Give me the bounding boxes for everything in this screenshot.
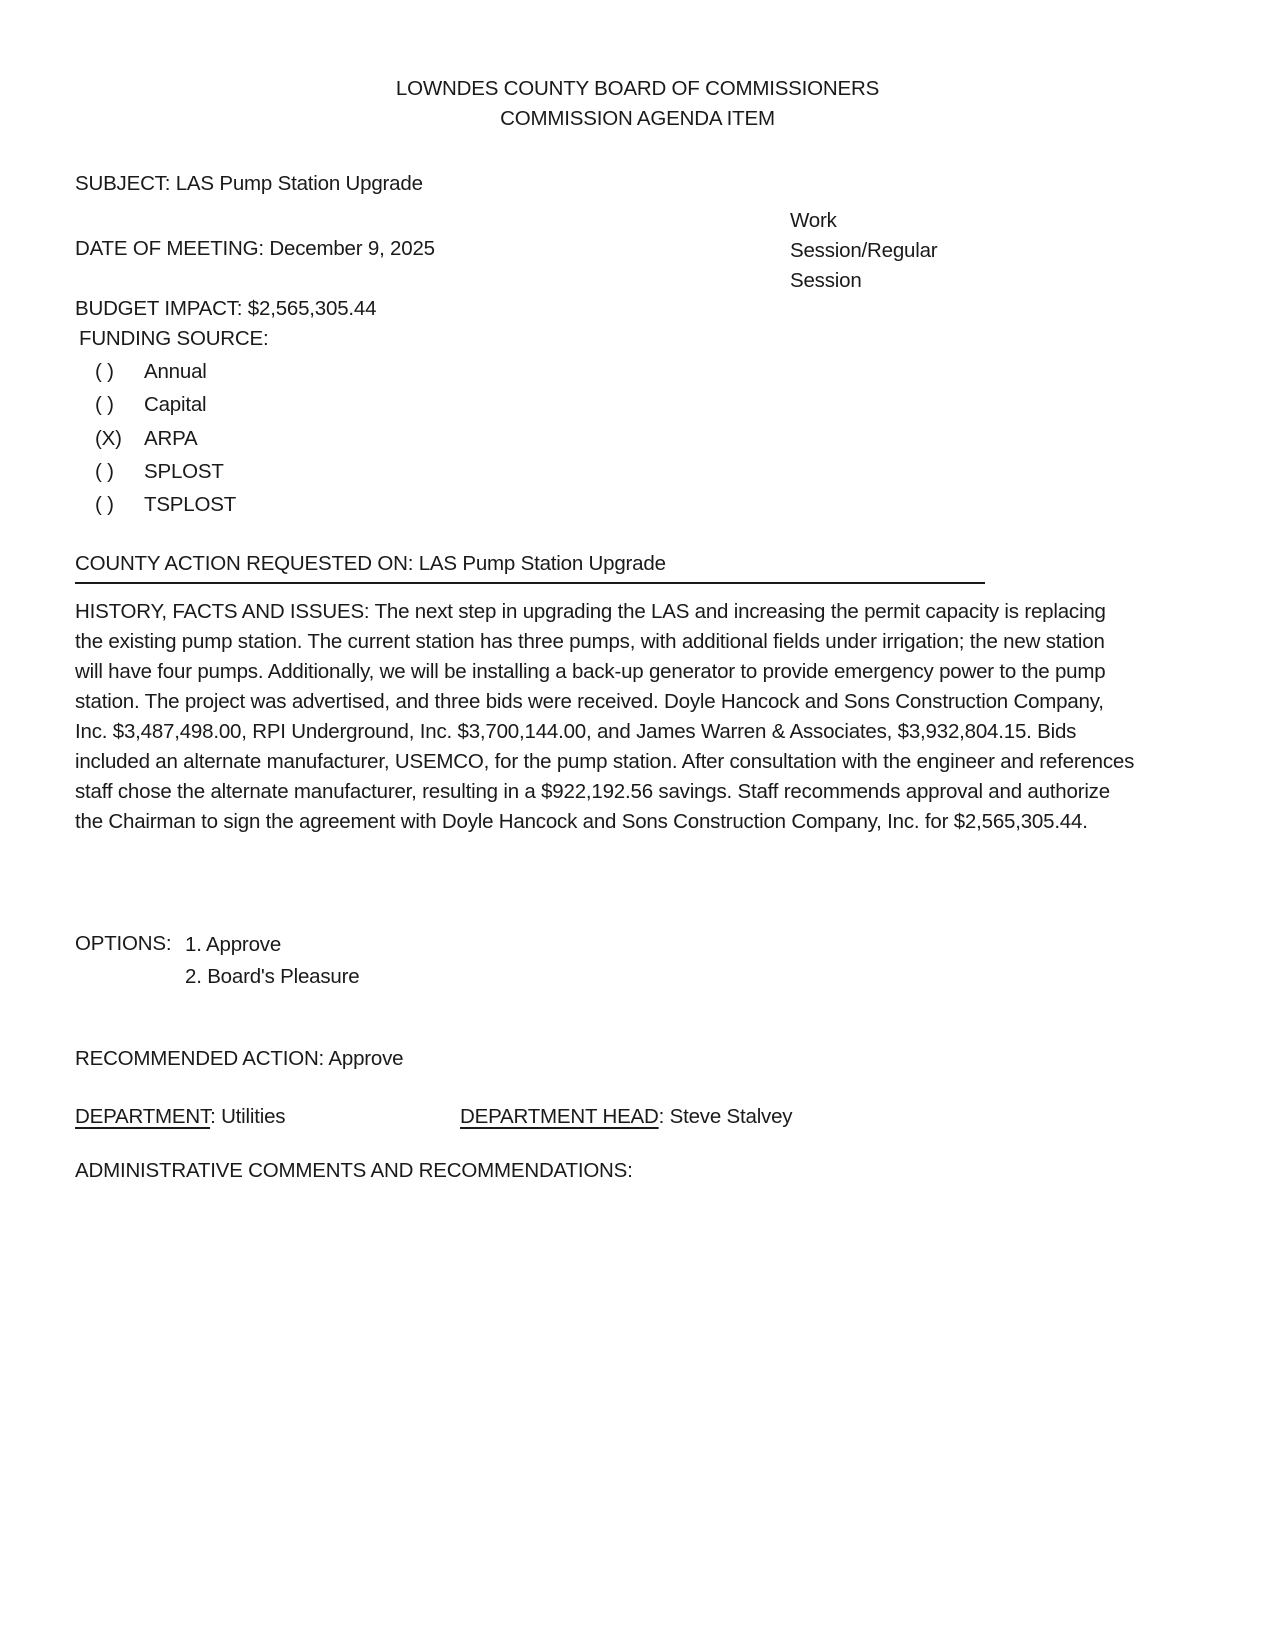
checkbox-mark-checked: (X) [95, 426, 122, 450]
option-item-boards-pleasure: 2. Board's Pleasure [185, 965, 360, 988]
budget-impact-line [75, 294, 376, 324]
budget-impact-value: $2,565,305.44 [247, 297, 377, 320]
funding-option-label: Annual [144, 360, 207, 383]
checkbox-mark: ( ) [95, 360, 114, 383]
document-title [0, 74, 1275, 134]
county-action-line [75, 549, 985, 584]
recommended-action-line [75, 1044, 403, 1074]
funding-option-label: Capital [144, 393, 207, 417]
session-type [790, 206, 937, 296]
options-section [75, 929, 675, 993]
date-of-meeting-line [75, 234, 435, 264]
options-label: OPTIONS: [75, 932, 172, 955]
department-label: DEPARTMENT [75, 1105, 211, 1128]
history-label: HISTORY, FACTS AND ISSUES: [75, 600, 370, 623]
checkbox-mark: ( ) [95, 493, 114, 517]
recommended-action-value: Approve [328, 1047, 404, 1070]
date-of-meeting-value: December 9, 2025 [269, 237, 435, 260]
recommended-action-label: RECOMMENDED ACTION: [75, 1047, 325, 1070]
county-action-value: LAS Pump Station Upgrade [418, 552, 666, 575]
date-of-meeting-label: DATE OF MEETING: [75, 237, 264, 260]
subject-label: SUBJECT: [75, 172, 171, 195]
department-head-group [460, 1102, 792, 1132]
history-facts-issues [75, 597, 1137, 837]
funding-option-splost [95, 455, 236, 488]
option-item-approve: 1. Approve [185, 933, 282, 956]
department-line [75, 1102, 1175, 1132]
session-line: Work [790, 209, 837, 232]
department-head-label: DEPARTMENT HEAD [460, 1105, 659, 1128]
funding-option-capital [95, 388, 236, 421]
session-line: Session [790, 269, 862, 292]
history-text: The next step in upgrading the LAS and increasing the permit capacity is replacing the existing pump station. The current station has three pumps, with additional fields under irrigation; the new station will have four pumps. Additionally, we will be installing a back-up generator to provide emergency power to the pump station. The project was advertised, and three bids were received. Doyle Hancock and Sons Construction Company, Inc. $3,487,498.00, RPI Underground, Inc. $3,700,144.00, and James Warren & Associates, $3,932,804.15. Bids included an alternate manufacturer, USEMCO, for the pump station. After consultation with the engineer and references staff chose the alternate manufacturer, resulting in a $922,192.56 savings. Staff recommends approval and authorize the Chairman to sign the agreement with Doyle Hancock and Sons Construction Company, Inc. for $2,565,305.44. [75, 600, 1135, 833]
session-line: Session/Regular [790, 239, 938, 262]
funding-option-label: ARPA [144, 426, 198, 450]
funding-option-label: TSPLOST [144, 493, 237, 517]
options-items [185, 929, 675, 993]
county-action-label: COUNTY ACTION REQUESTED ON: [75, 552, 414, 575]
funding-option-annual [95, 355, 236, 388]
department-head-value: : Steve Stalvey [658, 1105, 793, 1128]
funding-option-label: SPLOST [144, 459, 224, 483]
funding-source-label: FUNDING SOURCE: [79, 327, 269, 350]
funding-option-arpa [95, 422, 236, 455]
title-line-1: LOWNDES COUNTY BOARD OF COMMISSIONERS [395, 77, 880, 100]
budget-impact-label: BUDGET IMPACT: [75, 297, 243, 320]
funding-option-tsplost [95, 488, 236, 521]
checkbox-mark: ( ) [95, 459, 114, 483]
department-group [75, 1105, 285, 1128]
checkbox-mark: ( ) [95, 393, 114, 417]
administrative-comments-label: ADMINISTRATIVE COMMENTS AND RECOMMENDATIONS: [75, 1159, 633, 1182]
department-value: : Utilities [210, 1105, 286, 1128]
funding-source-list [95, 355, 236, 521]
title-line-2: COMMISSION AGENDA ITEM [500, 107, 775, 130]
subject-value: LAS Pump Station Upgrade [175, 172, 423, 195]
subject-line [75, 169, 423, 199]
